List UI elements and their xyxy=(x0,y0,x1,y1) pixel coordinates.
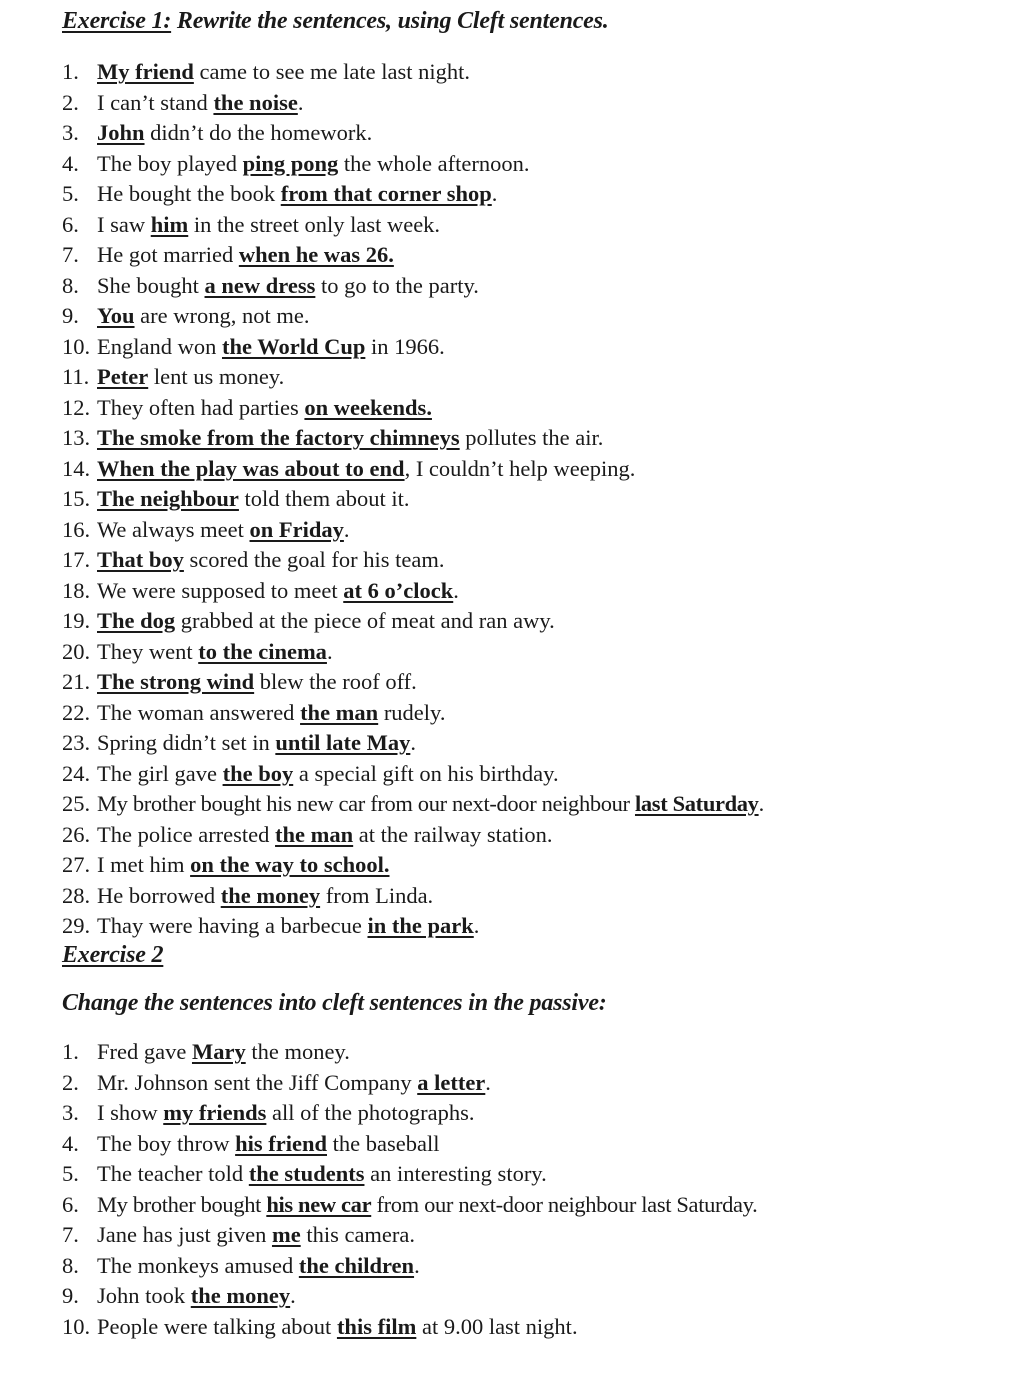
item-sentence xyxy=(97,1068,491,1099)
exercise-item xyxy=(0,1251,1010,1282)
exercise-item xyxy=(0,1037,1010,1068)
sentence-text: . xyxy=(290,1283,296,1308)
exercise-item xyxy=(0,362,1010,393)
exercise-item xyxy=(0,88,1010,119)
item-sentence xyxy=(97,1037,350,1068)
item-sentence xyxy=(97,484,410,515)
item-number: 28. xyxy=(62,882,91,908)
underlined-phrase: the children xyxy=(298,1252,415,1278)
underlined-phrase: on weekends. xyxy=(304,394,432,420)
underlined-phrase: John xyxy=(97,120,145,145)
exercise-item xyxy=(0,393,1010,424)
sentence-text: lent us money. xyxy=(148,364,285,389)
underlined-phrase: the noise xyxy=(213,89,298,115)
exercise-1-instruction: Rewrite the sentences, using Cleft sentences. xyxy=(171,8,609,34)
item-number: 9. xyxy=(62,303,79,328)
item-number: 1. xyxy=(62,59,79,84)
sentence-text: We were supposed to meet xyxy=(97,577,344,603)
underlined-phrase: a new dress xyxy=(204,272,316,298)
underlined-phrase: That boy xyxy=(97,547,184,572)
sentence-text: The woman answered xyxy=(97,699,301,725)
sentence-text: scored the goal for his team. xyxy=(183,547,445,572)
exercise-item xyxy=(0,210,1010,241)
item-number: 29. xyxy=(62,913,91,938)
item-number: 24. xyxy=(62,760,91,786)
exercise-item xyxy=(0,179,1010,210)
item-sentence xyxy=(97,1159,547,1190)
sentence-text: They often had parties xyxy=(97,394,305,420)
underlined-phrase: the man xyxy=(300,699,379,725)
exercise-item xyxy=(0,515,1010,546)
item-number: 7. xyxy=(62,1222,79,1247)
item-sentence xyxy=(97,332,445,363)
item-number: 19. xyxy=(62,608,91,633)
item-number: 6. xyxy=(62,1191,79,1217)
exercise-2-heading xyxy=(62,942,163,969)
sentence-text: The boy played xyxy=(97,150,243,176)
sentence-text: Mr. Johnson sent the Jiff Company xyxy=(97,1069,418,1095)
item-number: 3. xyxy=(62,120,79,145)
item-sentence xyxy=(97,1129,439,1160)
exercise-item xyxy=(0,545,1010,576)
sentence-text: the baseball xyxy=(327,1130,440,1156)
exercise-item xyxy=(0,301,1010,332)
item-sentence xyxy=(97,576,459,607)
sentence-text: , I couldn’t help weeping. xyxy=(404,455,636,481)
item-sentence xyxy=(97,1312,578,1343)
exercise-item xyxy=(0,759,1010,790)
exercise-item xyxy=(0,1068,1010,1099)
item-sentence xyxy=(97,179,497,210)
item-number: 26. xyxy=(62,821,91,847)
underlined-phrase: last Saturday xyxy=(634,791,759,816)
item-sentence xyxy=(97,301,309,332)
sentence-text: The teacher told xyxy=(97,1161,249,1186)
item-sentence xyxy=(97,393,432,424)
sentence-text: Fred gave xyxy=(97,1039,192,1064)
underlined-phrase: the boy xyxy=(222,760,294,786)
exercise-item xyxy=(0,820,1010,851)
exercise-2-list xyxy=(0,1037,1010,1342)
sentence-text: . xyxy=(491,181,498,206)
item-sentence xyxy=(97,759,559,790)
sentence-text: John took xyxy=(97,1283,191,1308)
sentence-text: She bought xyxy=(97,272,205,298)
sentence-text: at the railway station. xyxy=(353,821,553,847)
item-number: 21. xyxy=(62,669,91,694)
underlined-phrase: when he was 26. xyxy=(238,242,394,267)
underlined-phrase: The neighbour xyxy=(97,486,239,511)
item-number: 4. xyxy=(62,150,79,176)
sentence-text: My brother bought xyxy=(97,1191,267,1217)
item-sentence xyxy=(97,1190,757,1221)
sentence-text: The monkeys amused xyxy=(97,1252,299,1278)
item-sentence xyxy=(97,698,445,729)
item-number: 2. xyxy=(62,89,79,115)
exercise-item xyxy=(0,423,1010,454)
exercise-item xyxy=(0,484,1010,515)
sentence-text: told them about it. xyxy=(238,486,410,511)
sentence-text: . xyxy=(758,791,764,816)
item-sentence xyxy=(97,789,764,820)
sentence-text: England won xyxy=(97,333,222,359)
exercise-item xyxy=(0,637,1010,668)
item-sentence xyxy=(97,362,284,393)
sentence-text: I met him xyxy=(97,852,191,877)
underlined-phrase: the World Cup xyxy=(221,333,366,359)
sentence-text: . xyxy=(343,516,350,542)
sentence-text: to go to the party. xyxy=(315,272,479,298)
sentence-text: . xyxy=(297,89,304,115)
item-sentence xyxy=(97,667,417,698)
sentence-text: The police arrested xyxy=(97,821,276,847)
item-sentence xyxy=(97,728,416,759)
item-sentence xyxy=(97,515,350,546)
underlined-phrase: in the park xyxy=(367,913,474,938)
sentence-text: The girl gave xyxy=(97,760,223,786)
item-number: 15. xyxy=(62,486,91,511)
sentence-text: from Linda. xyxy=(320,882,434,908)
sentence-text: He borrowed xyxy=(97,882,221,908)
sentence-text: I show xyxy=(97,1100,164,1125)
underlined-phrase: his new car xyxy=(266,1191,372,1217)
item-number: 2. xyxy=(62,1069,79,1095)
sentence-text: this camera. xyxy=(300,1222,416,1247)
sentence-text: We always meet xyxy=(97,516,250,542)
sentence-text: I saw xyxy=(97,211,151,237)
sentence-text: He bought the book xyxy=(97,181,281,206)
item-sentence xyxy=(97,911,479,942)
exercise-item xyxy=(0,850,1010,881)
sentence-text: They went xyxy=(97,638,199,664)
exercise-item xyxy=(0,1159,1010,1190)
exercise-1-list xyxy=(0,57,1010,942)
item-sentence xyxy=(97,149,529,180)
item-number: 1. xyxy=(62,1039,79,1064)
underlined-phrase: ping pong xyxy=(242,150,339,176)
sentence-text: are wrong, not me. xyxy=(134,303,310,328)
item-number: 6. xyxy=(62,211,79,237)
sentence-text: People were talking about xyxy=(97,1313,337,1339)
exercise-item xyxy=(0,911,1010,942)
sentence-text: He got married xyxy=(97,242,239,267)
underlined-phrase: The smoke from the factory chimneys xyxy=(97,425,460,450)
sentence-text: Thay were having a barbecue xyxy=(97,913,368,938)
underlined-phrase: this film xyxy=(336,1313,417,1339)
underlined-phrase: the man xyxy=(275,821,354,847)
exercise-item xyxy=(0,57,1010,88)
exercise-1-label: Exercise 1: xyxy=(62,8,172,34)
item-number: 10. xyxy=(62,333,91,359)
sentence-text: My brother bought his new car from our next-door neighbour xyxy=(97,791,635,816)
underlined-phrase: Mary xyxy=(191,1039,246,1064)
item-number: 4. xyxy=(62,1130,79,1156)
exercise-item xyxy=(0,728,1010,759)
underlined-phrase: the students xyxy=(248,1161,365,1186)
item-number: 13. xyxy=(62,425,91,450)
exercise-item xyxy=(0,881,1010,912)
item-number: 7. xyxy=(62,242,79,267)
sentence-text: . xyxy=(473,913,480,938)
exercise-item xyxy=(0,1190,1010,1221)
sentence-text: at 9.00 last night. xyxy=(416,1313,578,1339)
item-sentence xyxy=(97,210,440,241)
sentence-text: The boy throw xyxy=(97,1130,236,1156)
item-sentence xyxy=(97,454,635,485)
item-sentence xyxy=(97,606,555,637)
item-sentence xyxy=(97,57,470,88)
item-sentence xyxy=(97,1281,296,1312)
exercise-item xyxy=(0,240,1010,271)
sentence-text: Spring didn’t set in xyxy=(97,730,276,755)
item-sentence xyxy=(97,88,303,119)
sentence-text: in the street only last week. xyxy=(188,211,441,237)
sentence-text: . xyxy=(410,730,416,755)
exercise-item xyxy=(0,1129,1010,1160)
sentence-text: . xyxy=(326,638,333,664)
underlined-phrase: The dog xyxy=(97,608,176,633)
sentence-text: pollutes the air. xyxy=(459,425,604,450)
item-number: 27. xyxy=(62,852,91,877)
exercise-item xyxy=(0,1281,1010,1312)
exercise-item xyxy=(0,606,1010,637)
sentence-text: Jane has just given xyxy=(97,1222,272,1247)
exercise-item xyxy=(0,332,1010,363)
exercise-2-instruction: Change the sentences into cleft sentences in the passive: xyxy=(62,990,607,1016)
item-sentence xyxy=(97,820,553,851)
underlined-phrase: You xyxy=(97,303,135,328)
exercise-item xyxy=(0,149,1010,180)
exercise-item xyxy=(0,667,1010,698)
underlined-phrase: his friend xyxy=(235,1130,327,1156)
underlined-phrase: on the way to school. xyxy=(190,852,390,877)
sentence-text: blew the roof off. xyxy=(254,669,417,694)
item-sentence xyxy=(97,881,433,912)
item-number: 20. xyxy=(62,638,91,664)
item-number: 17. xyxy=(62,547,91,572)
exercise-item xyxy=(0,698,1010,729)
sentence-text: the whole afternoon. xyxy=(338,150,530,176)
sentence-text: grabbed at the piece of meat and ran awy. xyxy=(175,608,555,633)
sentence-text: . xyxy=(414,1252,420,1278)
sentence-text: a special gift on his birthday. xyxy=(293,760,559,786)
item-number: 11. xyxy=(62,364,90,389)
underlined-phrase: at 6 o’clock xyxy=(343,577,454,603)
exercise-item xyxy=(0,576,1010,607)
underlined-phrase: The strong wind xyxy=(97,669,255,694)
item-sentence xyxy=(97,1098,474,1129)
sentence-text: didn’t do the homework. xyxy=(144,120,373,145)
sentence-text: came to see me late last night. xyxy=(193,59,471,84)
underlined-phrase: Peter xyxy=(97,364,149,389)
item-number: 25. xyxy=(62,791,91,816)
item-sentence xyxy=(97,271,479,302)
exercise-1-heading xyxy=(62,8,609,35)
exercise-item xyxy=(0,271,1010,302)
item-number: 18. xyxy=(62,577,91,603)
underlined-phrase: to the cinema xyxy=(198,638,327,664)
underlined-phrase: my friends xyxy=(163,1100,267,1125)
underlined-phrase: the money xyxy=(220,882,321,908)
item-sentence xyxy=(97,1251,420,1282)
exercise-item xyxy=(0,1312,1010,1343)
item-number: 23. xyxy=(62,730,91,755)
sentence-text: in 1966. xyxy=(365,333,445,359)
underlined-phrase: My friend xyxy=(97,59,194,84)
sentence-text: an interesting story. xyxy=(364,1161,547,1186)
exercise-item xyxy=(0,454,1010,485)
underlined-phrase: the money xyxy=(190,1283,291,1308)
underlined-phrase: from that corner shop xyxy=(280,181,492,206)
item-number: 14. xyxy=(62,455,91,481)
exercise-item xyxy=(0,118,1010,149)
sentence-text: . xyxy=(485,1069,491,1095)
exercise-item xyxy=(0,1098,1010,1129)
sentence-text: I can’t stand xyxy=(97,89,214,115)
item-sentence xyxy=(97,1220,415,1251)
exercise-item xyxy=(0,1220,1010,1251)
item-number: 8. xyxy=(62,1252,79,1278)
underlined-phrase: a letter xyxy=(417,1069,486,1095)
item-number: 8. xyxy=(62,272,79,298)
exercise-2-label: Exercise 2 xyxy=(62,942,164,968)
item-number: 5. xyxy=(62,1161,79,1186)
underlined-phrase: When the play was about to end xyxy=(97,455,405,481)
sentence-text: rudely. xyxy=(378,699,446,725)
sentence-text: all of the photographs. xyxy=(266,1100,475,1125)
exercise-item xyxy=(0,789,1010,820)
underlined-phrase: on Friday xyxy=(249,516,344,542)
item-number: 5. xyxy=(62,181,79,206)
sentence-text: the money. xyxy=(245,1039,350,1064)
item-sentence xyxy=(97,240,394,271)
item-number: 16. xyxy=(62,516,91,542)
sentence-text: from our next-door neighbour last Saturday. xyxy=(371,1191,758,1217)
item-sentence xyxy=(97,637,333,668)
item-number: 3. xyxy=(62,1100,79,1125)
sentence-text: . xyxy=(453,577,459,603)
item-sentence xyxy=(97,545,444,576)
item-number: 10. xyxy=(62,1313,91,1339)
item-sentence xyxy=(97,423,603,454)
underlined-phrase: me xyxy=(271,1222,301,1247)
item-number: 12. xyxy=(62,394,91,420)
underlined-phrase: until late May xyxy=(275,730,411,755)
item-number: 22. xyxy=(62,699,91,725)
item-sentence xyxy=(97,118,372,149)
item-sentence xyxy=(97,850,390,881)
item-number: 9. xyxy=(62,1283,79,1308)
underlined-phrase: him xyxy=(150,211,189,237)
